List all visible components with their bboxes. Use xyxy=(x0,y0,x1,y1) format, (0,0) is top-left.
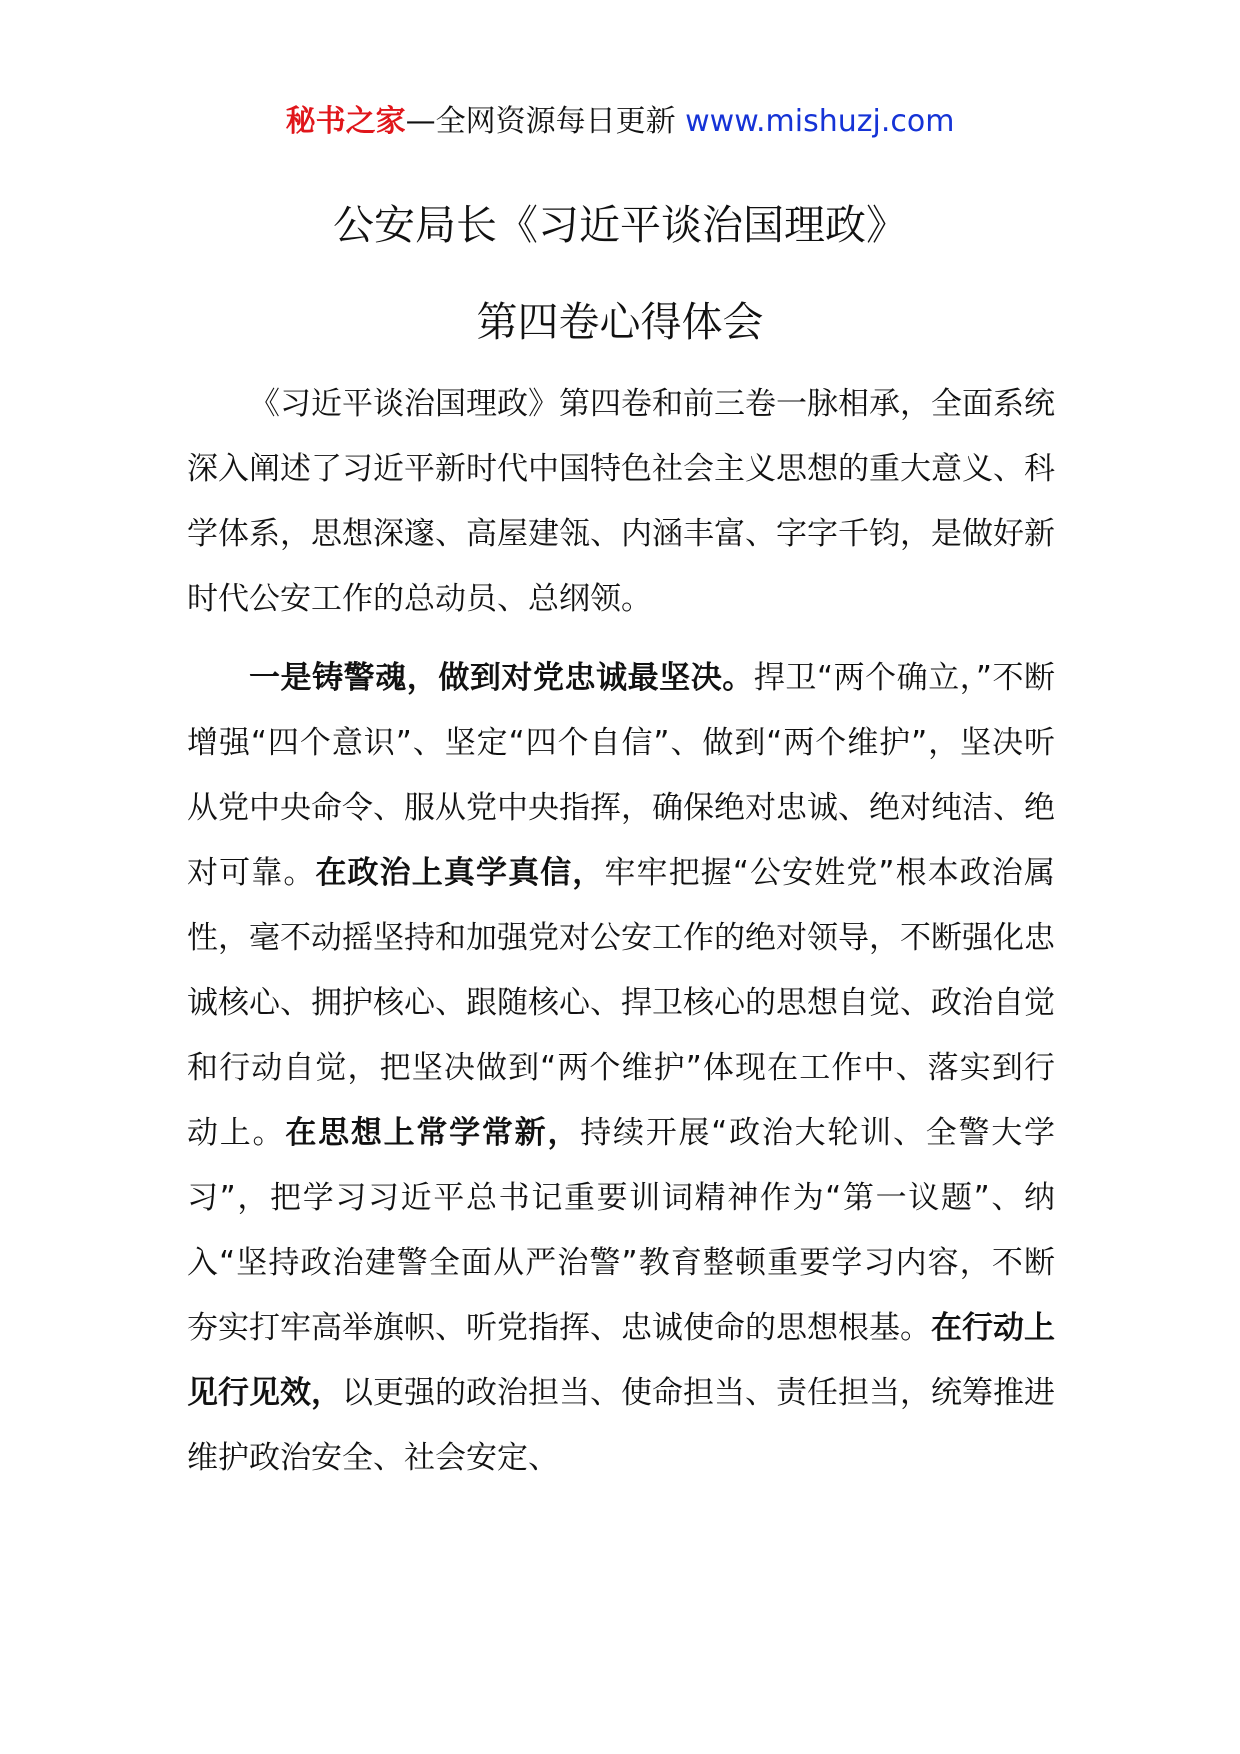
politics-text: 牢牢把握“公安姓党”根本政治属性，毫不动摇坚持和加强党对公安工作的绝对领导，不断强化忠诚核心、拥护核心、跟随核心、捍卫核心的思想自觉、政治自觉和行动自觉，把坚决做到“两个维护”体现在工作中、落实到行动上。 xyxy=(187,855,1056,1151)
action-text: 以更强的政治担当、使命担当、责任担当，统筹推进维护政治安全、社会安定、 xyxy=(187,1375,1055,1476)
document-title-line-1: 公安局长《习近平谈治国理政》 xyxy=(333,201,907,249)
document-title-line-2: 第四卷心得体会 xyxy=(476,298,764,346)
site-url-link[interactable]: www.mishuzj.com xyxy=(685,104,955,139)
intro-paragraph: 《习近平谈治国理政》第四卷和前三卷一脉相承，全面系统深入阐述了习近平新时代中国特色社会主义思想的重大意义、科学体系，思想深邃、高屋建瓴、内涵丰富、字字千钧，是做好新时代公安工作的总动员、总纲领。 xyxy=(187,386,1055,617)
header-tagline: —全网资源每日更新 xyxy=(405,104,676,139)
document-body xyxy=(187,372,1055,1491)
politics-heading: 在政治上真学真信， xyxy=(315,855,605,891)
point-one-heading: 一是铸警魂，做到对党忠诚最坚决。 xyxy=(249,660,754,696)
action-heading: 在行动上见行见效， xyxy=(187,1310,1055,1411)
point-one-text: 捍卫“两个确立，”不断增强“四个意识”、坚定“四个自信”、做到“两个维护”，坚决听从党中央命令、服从党中央指挥，确保绝对忠诚、绝对纯洁、绝对可靠。 xyxy=(187,660,1056,891)
thought-text: 持续开展“政治大轮训、全警大学习”，把学习习近平总书记重要训词精神作为“第一议题”、纳入“坚持政治建警全面从严治警”教育整顿重要学习内容，不断夯实打牢高举旗帜、听党指挥、忠诚使命的思想根基。 xyxy=(187,1115,1056,1346)
point-one-paragraph xyxy=(187,646,1055,1491)
thought-heading: 在思想上常学常新， xyxy=(285,1115,581,1151)
brand-name: 秘书之家 xyxy=(285,104,406,139)
site-header xyxy=(0,100,1240,144)
